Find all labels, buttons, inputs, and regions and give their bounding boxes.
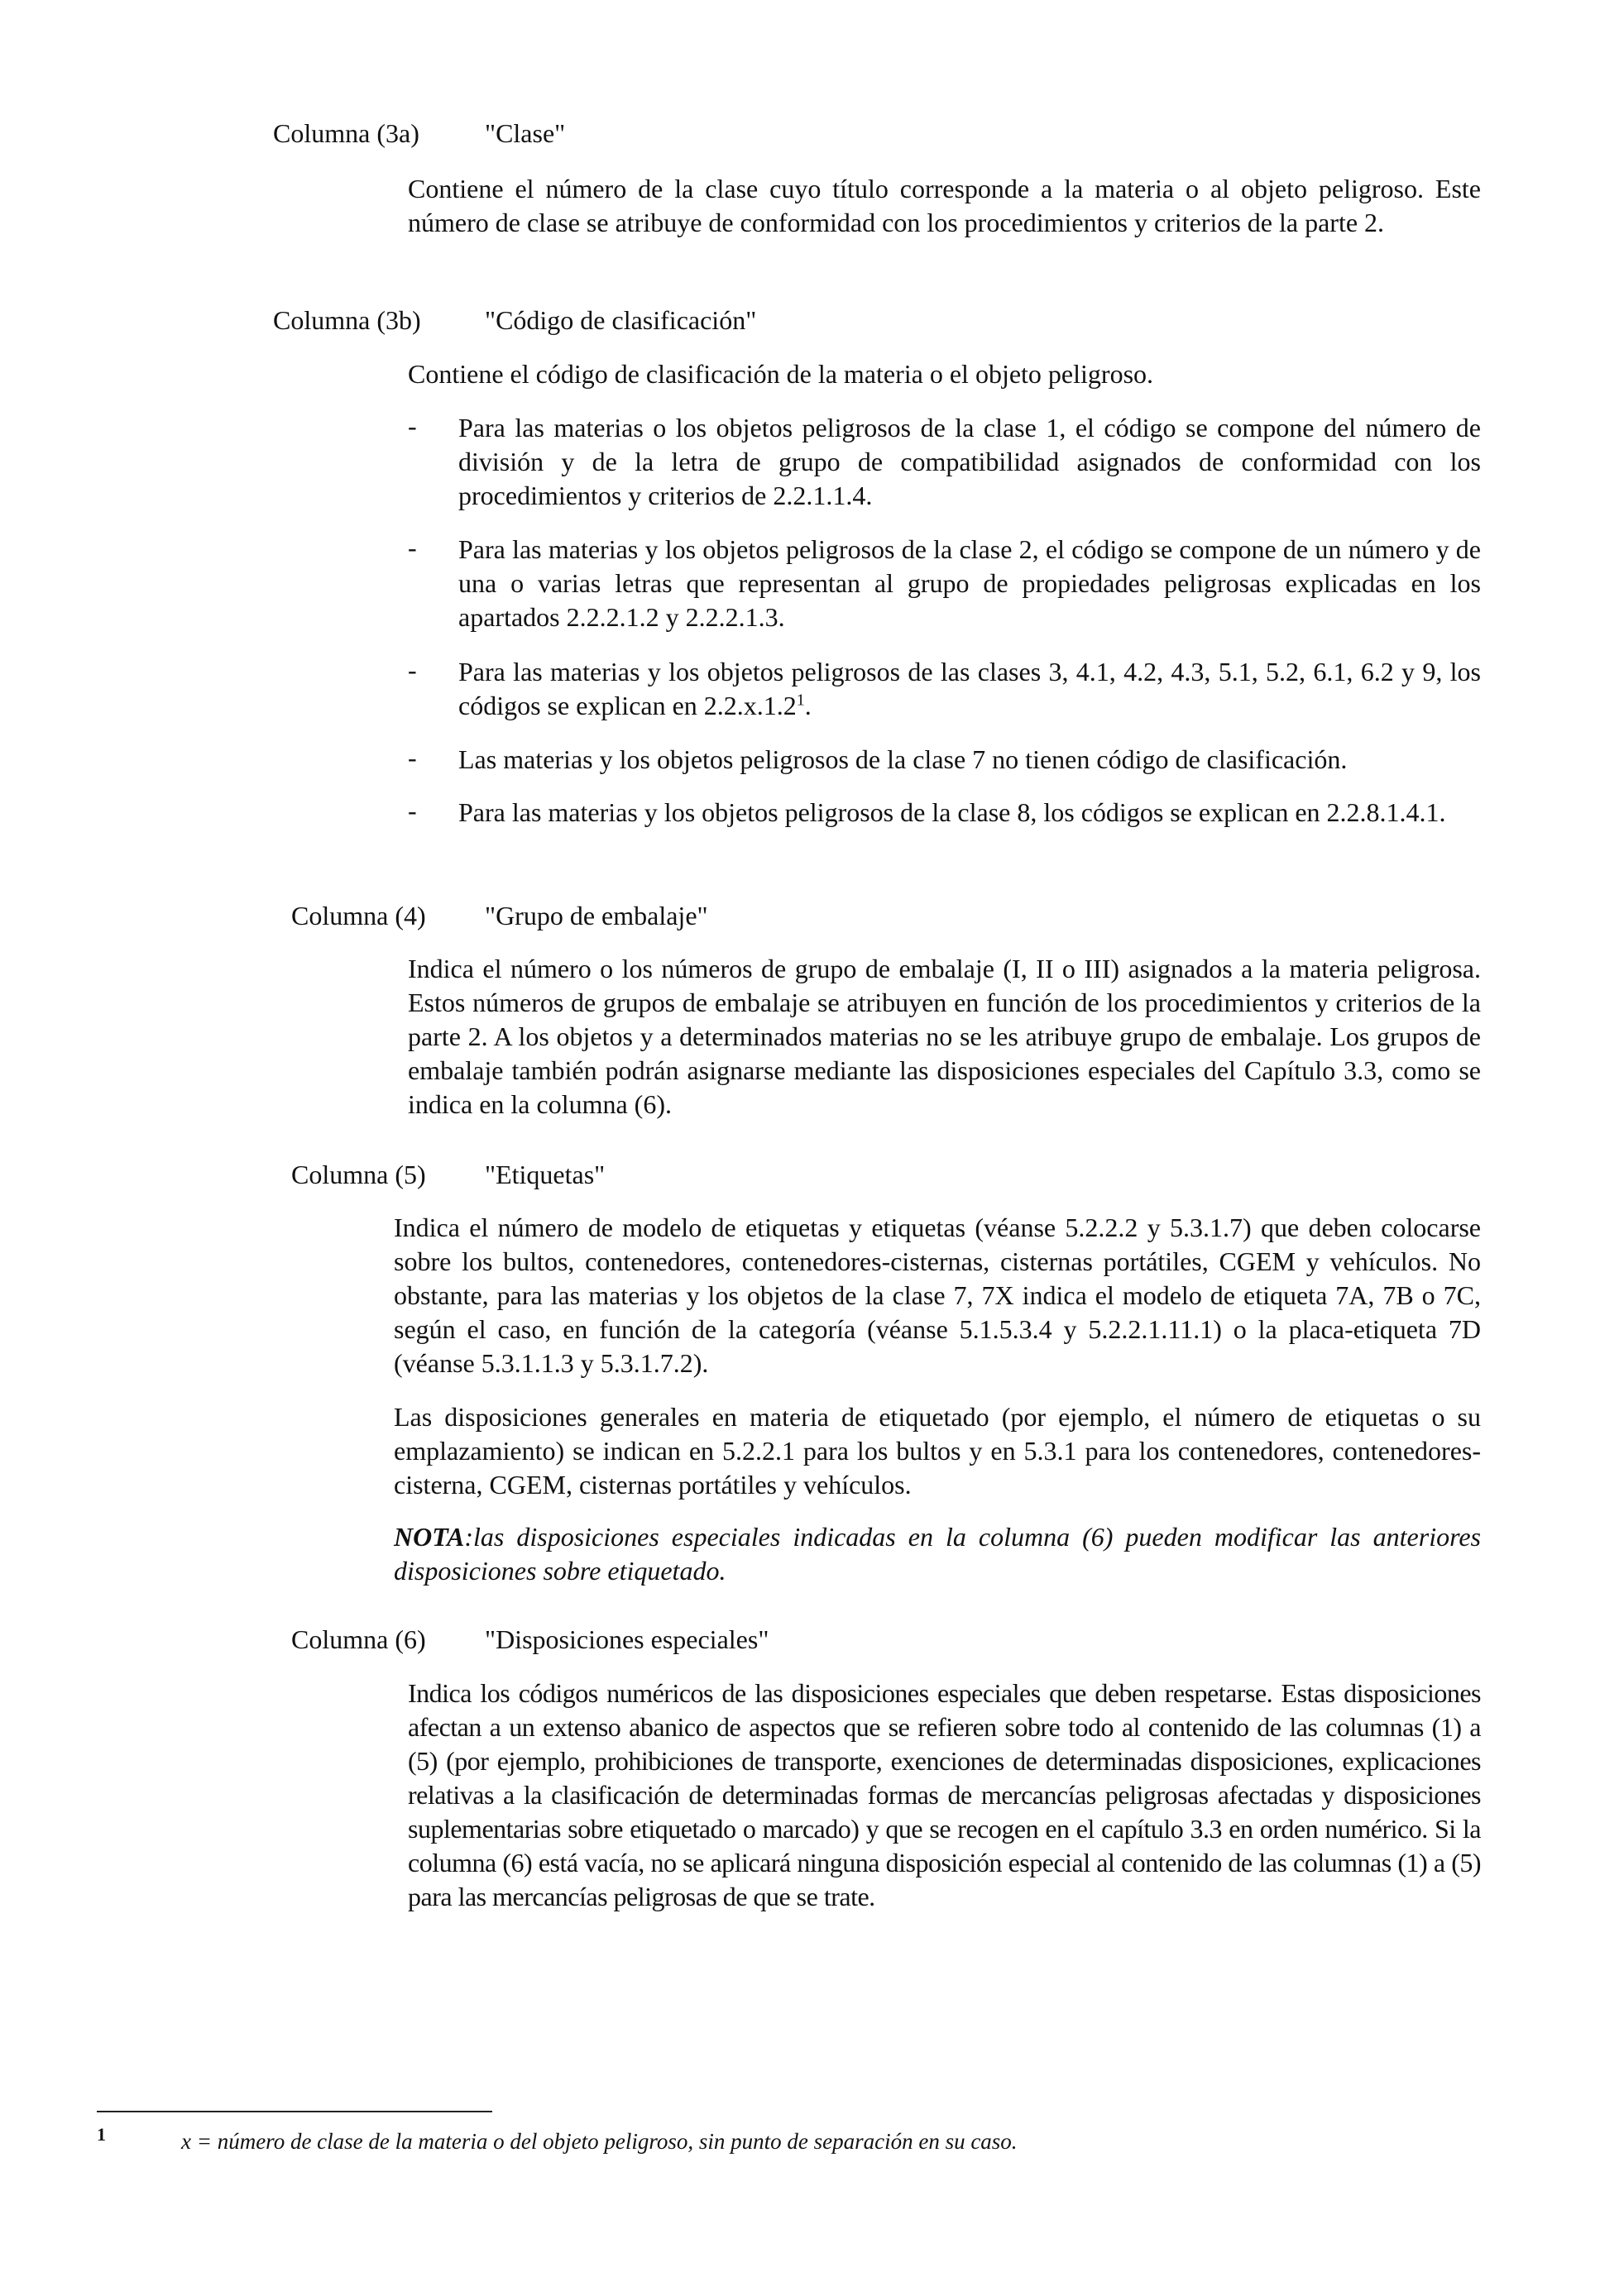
dash-bullet: - (408, 743, 417, 773)
column-label: Columna (6) (291, 1624, 426, 1654)
column-label: Columna (4) (291, 901, 426, 930)
column-description: Contiene el número de la clase cuyo título corresponde a la materia o al objeto peligroso. Este número de clase se atribuye de conformidad con los procedimientos y criterios de la parte 2. (408, 174, 1481, 237)
column-title: "Clase" (485, 118, 566, 148)
list-item-text: Para las materias y los objetos peligrosos de las clases 3, 4.1, 4.2, 4.3, 5.1, 5.2, 6.1, 6.2 y 9, los códigos se explican en 2.2.x.1.2$^1$. (458, 657, 1481, 720)
column-label: Columna (3b) (273, 305, 421, 335)
footnote-number: 1 (97, 2124, 106, 2145)
note-label: NOTA (394, 1522, 465, 1552)
note-paragraph (394, 1520, 1481, 1588)
footnote-text: x = número de clase de la materia o del objeto peligroso, sin punto de separación en su caso. (181, 2129, 1018, 2154)
column-title: "Código de clasificación" (485, 305, 757, 335)
dash-bullet: - (408, 655, 417, 685)
list-item-text: Para las materias y los objetos peligrosos de la clase 2, el código se compone de un número y de una o varias letras que representan al grupo de propiedades peligrosas explicadas en los apartados 2.2.2.1.2 y 2.2.2.1.3. (458, 534, 1481, 632)
list-item-text: Para las materias o los objetos peligrosos de la clase 1, el código se compone del número de división y de la letra de grupo de compatibilidad asignados de conformidad con los procedimientos y criterios de 2.2.1.1.4. (458, 413, 1481, 510)
column-title: "Etiquetas" (485, 1160, 606, 1189)
column-description: Indica los códigos numéricos de las disposiciones especiales que deben respetarse. Estas disposiciones afectan a un extenso abanico de aspectos que se refieren sobre todo al contenido de las columnas (1) a (5) (por ejemplo, prohibiciones de transporte, exenciones de determinadas disposiciones, explicaciones relativas a la clasificación de determinadas formas de mercancías peligrosas afectadas y disposiciones suplementarias sobre etiquetado o marcado) y que se recogen en el capítulo 3.3 en orden numérico. Si la columna (6) está vacía, no se aplicará ninguna disposición especial al contenido de las columnas (1) a (5) para las mercancías peligrosas de que se trate. (408, 1678, 1481, 1911)
footnote-divider (97, 2111, 492, 2112)
column-description: Las disposiciones generales en materia de etiquetado (por ejemplo, el número de etiquetas o su emplazamiento) se indican en 5.2.2.1 para los bultos y en 5.3.1 para los contenedores, contenedores-cisterna, CGEM, cisternas portátiles y vehículos. (394, 1402, 1481, 1500)
column-label: Columna (3a) (273, 118, 419, 148)
column-description: Indica el número o los números de grupo de embalaje (I, II o III) asignados a la materia peligrosa. Estos números de grupos de embalaje se atribuyen en función de los procedimientos y criterios de la parte 2. A los objetos y a determinados materias no se les atribuye grupo de embalaje. Los grupos de embalaje también podrán asignarse mediante las disposiciones especiales del Capítulo 3.3, como se indica en la columna (6). (408, 954, 1481, 1119)
note-text: :las disposiciones especiales indicadas en la columna (6) pueden modificar las anteriores disposiciones sobre etiquetado. (394, 1522, 1481, 1586)
list-item-text: Las materias y los objetos peligrosos de la clase 7 no tienen código de clasificación. (458, 744, 1348, 774)
column-description: Indica el número de modelo de etiquetas y etiquetas (véanse 5.2.2.2 y 5.3.1.7) que deben colocarse sobre los bultos, contenedores, contenedores-cisternas, cisternas portátiles, CGEM y vehículos. No obstante, para las materias y los objetos de la clase 7, 7X indica el modelo de etiqueta 7A, 7B o 7C, según el caso, en función de la categoría (véanse 5.1.5.3.4 y 5.2.2.1.11.1) o la placa-etiqueta 7D (véanse 5.3.1.1.3 y 5.3.1.7.2). (394, 1213, 1481, 1378)
column-label: Columna (5) (291, 1160, 426, 1189)
dash-bullet: - (408, 796, 417, 825)
column-title: "Grupo de embalaje" (485, 901, 708, 930)
dash-bullet: - (408, 533, 417, 562)
column-title: "Disposiciones especiales" (485, 1624, 769, 1654)
column-description: Contiene el código de clasificación de la materia o el objeto peligroso. (408, 359, 1154, 389)
dash-bullet: - (408, 411, 417, 441)
footnote-ref: 1 (796, 691, 805, 710)
list-item-text: Para las materias y los objetos peligrosos de la clase 8, los códigos se explican en 2.2.8.1.4.1. (458, 797, 1446, 827)
